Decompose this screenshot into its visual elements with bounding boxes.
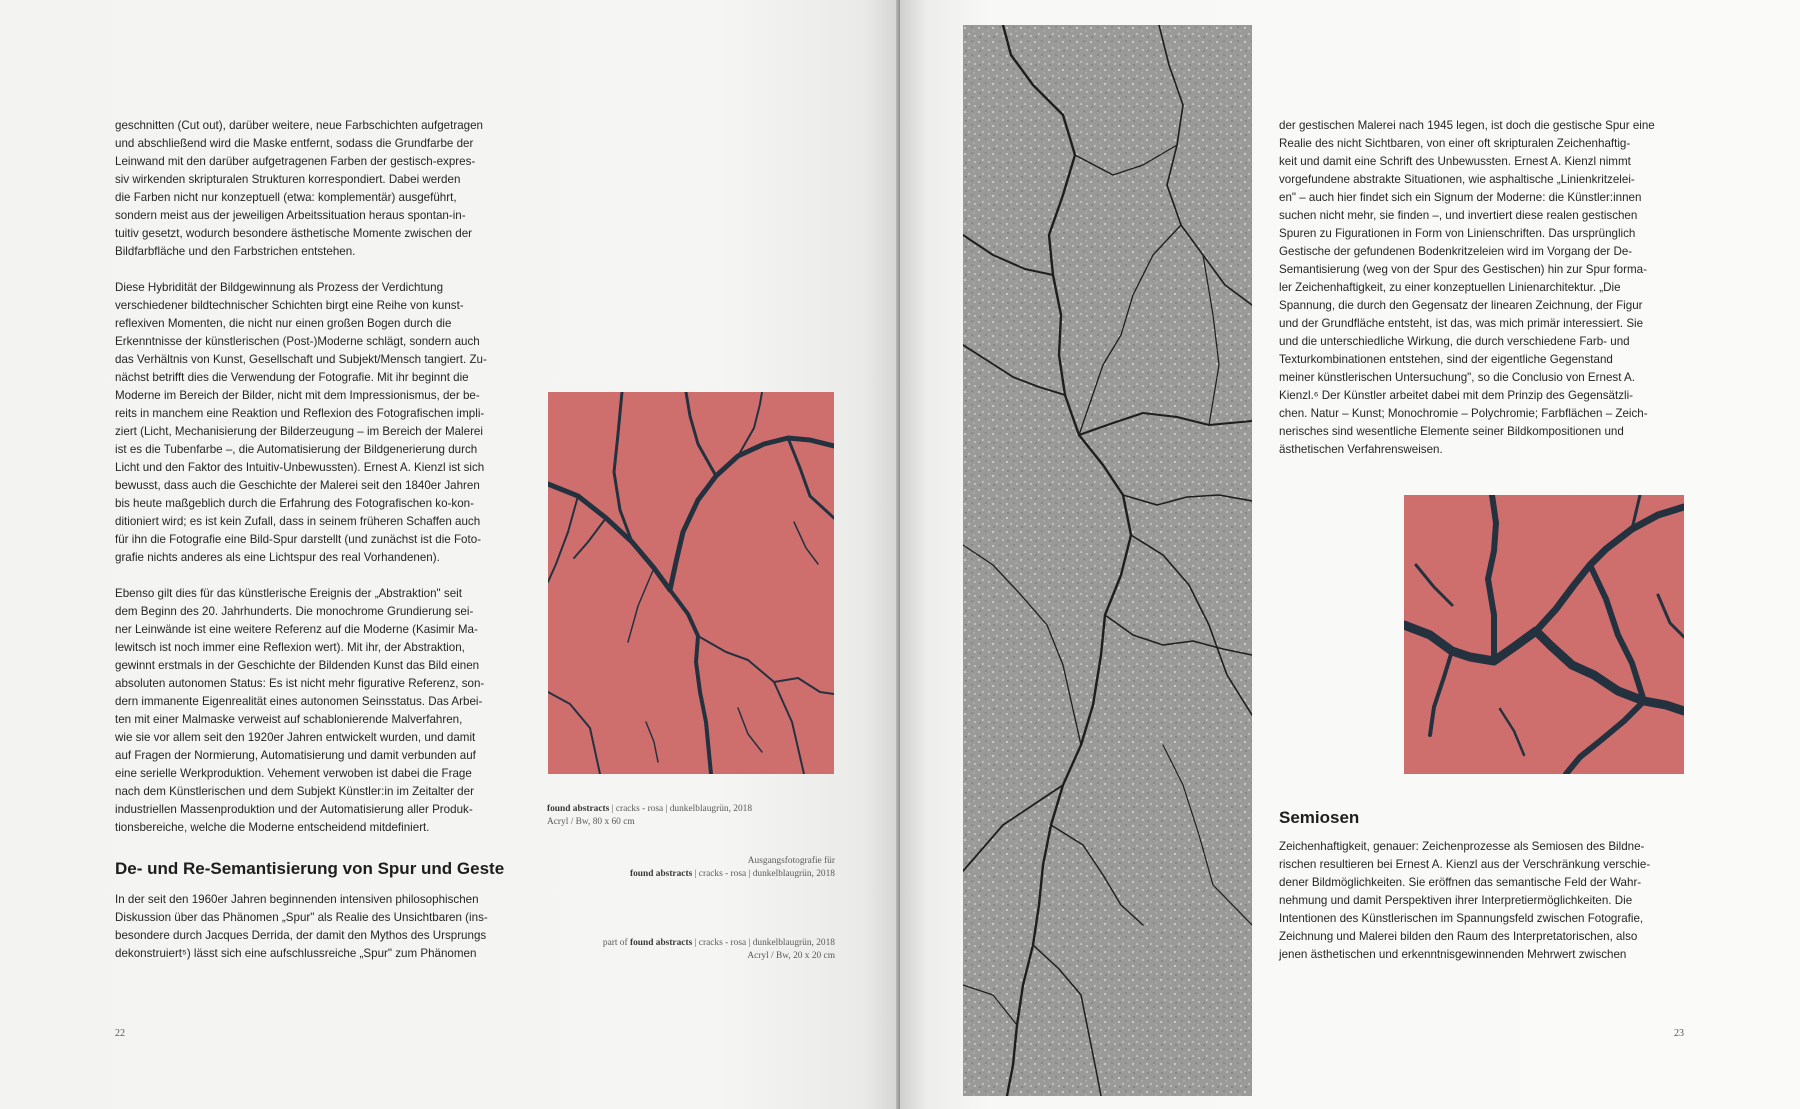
right-page	[900, 0, 1800, 1109]
caption-medium: Acryl / Bw, 80 x 60 cm	[547, 817, 635, 827]
painting-cracks-rosa	[548, 392, 834, 774]
caption-title: found abstracts	[547, 804, 610, 814]
section-heading-semiosen: Semiosen	[1279, 808, 1360, 827]
painting-cracks-rosa-small	[1404, 495, 1684, 774]
left-paragraph-3: Ebenso gilt dies für das künstlerische Ereignis der „Abstraktion" seit dem Beginn des 20. Jahrhunderts. Die monochrome Grundierung sei- ner Leinwände ist eine weitere Referenz auf die Moderne (Kasimir Ma- lewitsch ist noch immer eine Reflexion wert). Mit ihr, der Abstraktion, gewinnt erstmals in der Geschichte der Bildenden Kunst das Bild einen absoluten autonomen Status: Es ist nicht mehr figurative Referenz, son- dern immanente Eigenrealität eines autonomen Seinsstatus. Das Arbei- ten mit einer Malmaske verweist auf schablonierende Malverfahren, wie sie vor allem seit den 1920er Jahren entwickelt wurden, und damit auf Fragen der Normierung, Automatisierung und damit verbunden auf eine serielle Werkproduktion. Vehement verwoben ist dabei die Frage nach dem Künstlerischen und dem Subjekt Künstler:in im Zeitalter der industriellen Massenproduktion und der Automatisierung aller Produk- tionsbereiche, welche die Moderne entscheidend mitdefiniert.	[115, 587, 485, 834]
caption-prefix: part of	[602, 938, 630, 948]
caption-title: found abstracts	[629, 869, 693, 879]
page-number-left: 22	[115, 1028, 125, 1039]
asphalt-crack-photo	[963, 25, 1252, 1096]
caption-detail: | cracks - rosa | dunkelblaugrün, 2018	[692, 938, 835, 948]
right-paragraph-2: Zeichenhaftigkeit, genauer: Zeichenprozesse als Semiosen des Bildne- rischen resultieren bei Ernest A. Kienzl aus der Verschränkung verschie- dener Bildmöglichkeiten. Sie eröffnen das semantische Feld der Wahr- nehmung und damit Perspektiven ihrer Interpretiermöglichkeiten. Die Intentionen des Künstlerischen im Spannungsfeld zwischen Fotografie, Zeichnung und Malerei bilden den Raum des Interpretatorischen, also jenen ästhetischen und erkenntnisgewinnenden Mehrwert zwischen	[1279, 840, 1651, 961]
caption-medium: Acryl / Bw, 20 x 20 cm	[747, 951, 835, 961]
left-paragraph-1: geschnitten (Cut out), darüber weitere, neue Farbschichten aufgetragen und abschließend wird die Maske entfernt, sodass die Grundfarbe der Leinwand mit den darüber aufgetragenen Farben der gestisch-expres- siv wirkenden skripturalen Strukturen korrespondiert. Dabei werden die Farben nicht nur konzeptuell (etwa: komplementär) ausgeführt, sondern meist aus der jeweiligen Arbeitssituation heraus spontan-in- tuitiv gesetzt, wodurch besondere ästhetische Momente zwischen der Bildfarbfläche und den Farbstrichen entstehen.	[115, 119, 483, 258]
caption-title: found abstracts	[629, 938, 693, 948]
left-paragraph-2: Diese Hybridität der Bildgewinnung als Prozess der Verdichtung verschiedener bildtechnischer Schichten birgt eine Reihe von kunst- reflexiven Momenten, die nicht nur einen großen Bogen durch die Erkenntnisse der künstlerischen (Post-)Moderne schlägt, sondern auch das Verhältnis von Kunst, Gesellschaft und Subjekt/Mensch tangiert. Zu- nächst betrifft dies die Verwendung der Fotografie. Mit ihr beginnt die Moderne im Bereich der Bilder, nicht mit dem Impressionismus, der be- reits in manchem eine Reaktion und Reflexion des Fotografischen impli- ziert (Licht, Mechanisierung der Bilderzeugung – im Bereich der Malerei ist es die Tubenfarbe –, die Automatisierung der Bildgenerierung durch Licht und den Faktor des Intuitiv-Unbewussten). Ernest A. Kienzl ist sich bewusst, dass auch die Geschichte der Malerei seit den 1840er Jahren bis heute maßgeblich durch die Erfahrung des Fotografischen ko-kon- ditioniert wird; es ist kein Zufall, dass in seinem früheren Schaffen auch für ihn die Fotografie eine Bild-Spur darstellt (und zunächst ist die Foto- grafie nichts anderes als eine Lichtspur des real Vorhandenen).	[115, 281, 487, 564]
section-heading-spur-geste: De- und Re-Semantisierung von Spur und Geste	[115, 859, 505, 878]
right-paragraph-1: der gestischen Malerei nach 1945 legen, ist doch die gestische Spur eine Realie des nicht Sichtbaren, von einer oft skripturalen Zeichenhaftig- keit und damit eine Schrift des Unbewussten. Ernest A. Kienzl nimmt vorgefundene abstrakte Situationen, wie asphaltische „Linienkritzelei- en" – auch hier findet sich ein Signum der Moderne: die Künstler:innen suchen nicht mehr, sie finden –, und invertiert diese realen gestischen Spuren zu Figurationen in Form von Linienschriften. Das ursprünglich Gestische der gefundenen Bodenkritzeleien wird im Vorgang der De- Semantisierung (weg von der Spur des Gestischen) hin zur Spur forma- ler Zeichenhaftigkeit, zu einer konzeptuellen Linienarchitektur. „Die Spannung, die durch den Gegensatz der linearen Zeichnung, der Figur und der Grundfläche entsteht, ist das, was mich primär interessiert. Sie und die unterschiedliche Wirkung, die durch verschiedene Farb- und Texturkombinationen entstehen, sind der eigentliche Gegenstand meiner künstlerischen Untersuchung", so die Conclusio von Ernest A. Kienzl.⁶ Der Künstler arbeitet dabei mit dem Prinzip des Gegensätzli- chen. Natur – Kunst; Monochromie – Polychromie; Farbflächen – Zeich- nerisches sind wesentliche Elemente seiner Bildkompositionen und ästhetischen Verfahrensweisen.	[1279, 119, 1655, 456]
caption-intro: Ausgangsfotografie für	[747, 856, 835, 866]
left-paragraph-4: In der seit den 1960er Jahren beginnenden intensiven philosophischen Diskussion über das Phänomen „Spur" als Realie des Unsichtbaren (ins- besondere durch Jacques Derrida, der damit den Mythos des Ursprungs dekonstruiert⁵) lässt sich eine aufschlussreiche „Spur" zum Phänomen	[115, 893, 488, 960]
caption-detail: | cracks - rosa | dunkelblaugrün, 2018	[609, 804, 753, 814]
page-number-right: 23	[1674, 1028, 1684, 1039]
caption-painting-small	[520, 937, 835, 963]
caption-detail: | cracks - rosa | dunkelblaugrün, 2018	[692, 869, 835, 879]
caption-source-photo	[520, 855, 835, 881]
caption-painting-large	[547, 803, 752, 829]
